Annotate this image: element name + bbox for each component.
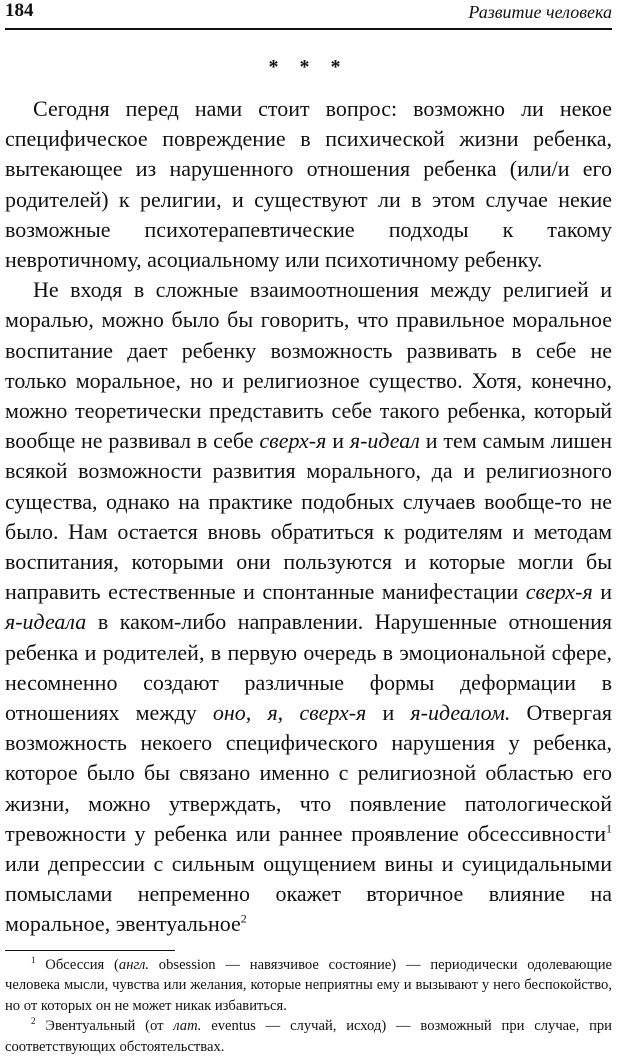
text-run: и <box>326 428 350 454</box>
italic-term: оно, я, сверх-я <box>212 700 367 726</box>
italic-term: я-идеала <box>5 609 87 635</box>
footnote-ref-2: 2 <box>240 912 247 927</box>
section-separator: * * * <box>268 56 349 78</box>
page-number: 184 <box>5 0 34 21</box>
footnote-1 <box>5 955 612 1017</box>
italic-term: я-идеал <box>349 428 420 454</box>
footnote-text: Эвентуальный (от <box>35 1018 174 1035</box>
paragraph-1: Сегодня перед нами стоит вопрос: возможно ли некое специфическое повреждение в психической жизни ребенка, вытекающее из нарушенного отношения ребенка (или/и его родителей) к религии, и существуют ли в этом случае некие возможные психотерапевтические подходы к такому невротичному, асоциальному или психотичному ребенку. <box>5 96 612 273</box>
text-run: и тем самым лишен всякой возможности развития морального, да и религиозного существа, однако на практике подобных случаев вообще-то не было. Нам остается вновь обратиться к родителям и методам воспитания, которыми они пользуются и которые могли бы направить естественные и спонтанные манифестации <box>5 428 612 605</box>
text-run: или депрессии с сильным ощущением вины и суицидальными помыслами непременно окажет вторичное влияние на моральное, эвентуальное <box>5 851 612 937</box>
footnote-text: Обсессия ( <box>35 956 119 973</box>
footnote-abbr: лат. <box>173 1018 202 1035</box>
text-run: и <box>592 579 612 605</box>
italic-term: сверх-я <box>525 579 593 605</box>
running-title: Развитие человека <box>468 2 612 22</box>
page-header <box>5 0 612 30</box>
footnote-mark: 2 <box>31 1016 36 1027</box>
italic-term: сверх-я <box>259 428 327 454</box>
text-run: Не входя в сложные взаимоотношения между религией и моралью, можно было бы говорить, что правильное моральное воспитание дает ребенку возможность развивать в себе не только моральное, но и религиозное существо. Хотя, конечно, можно теоретически представить себе такого ребенка, который вообще не развивал в себе <box>5 277 612 454</box>
text-run: Отвергая возможность некоего специфического нарушения у ребенка, которое было бы связано именно с религиозной областью его жизни, можно утверждать, что появление патологической тревожности у ребенка или раннее проявление обсессивности <box>5 700 612 846</box>
footnote-ref-1: 1 <box>606 821 612 836</box>
paragraph-2 <box>5 275 612 939</box>
italic-term: я-идеалом. <box>410 700 511 726</box>
footnotes <box>5 955 612 1058</box>
footnote-text: eventus — случай, исход) — возможный при случае, при соответствующих обстоятельствах. <box>5 1018 612 1056</box>
text-run: в каком-либо направлении. Нарушенные отношения ребенка и родителей, в первую очередь в эмоциональной сфере, несомненно создают различные формы деформации в отношениях между <box>5 609 612 726</box>
footnote-2 <box>5 1016 612 1057</box>
footnote-mark: 1 <box>31 954 36 965</box>
text-run: и <box>366 700 411 726</box>
footnote-divider <box>5 950 175 951</box>
body-text <box>5 94 612 940</box>
footnote-abbr: англ. <box>118 956 149 973</box>
footnote-text: obsession — навязчивое состояние) — периодически одолевающие человека мысли, чувства или желания, которые неприятны ему и вызывают у него беспокойство, но от которых он не может никак избавиться. <box>5 956 612 1014</box>
